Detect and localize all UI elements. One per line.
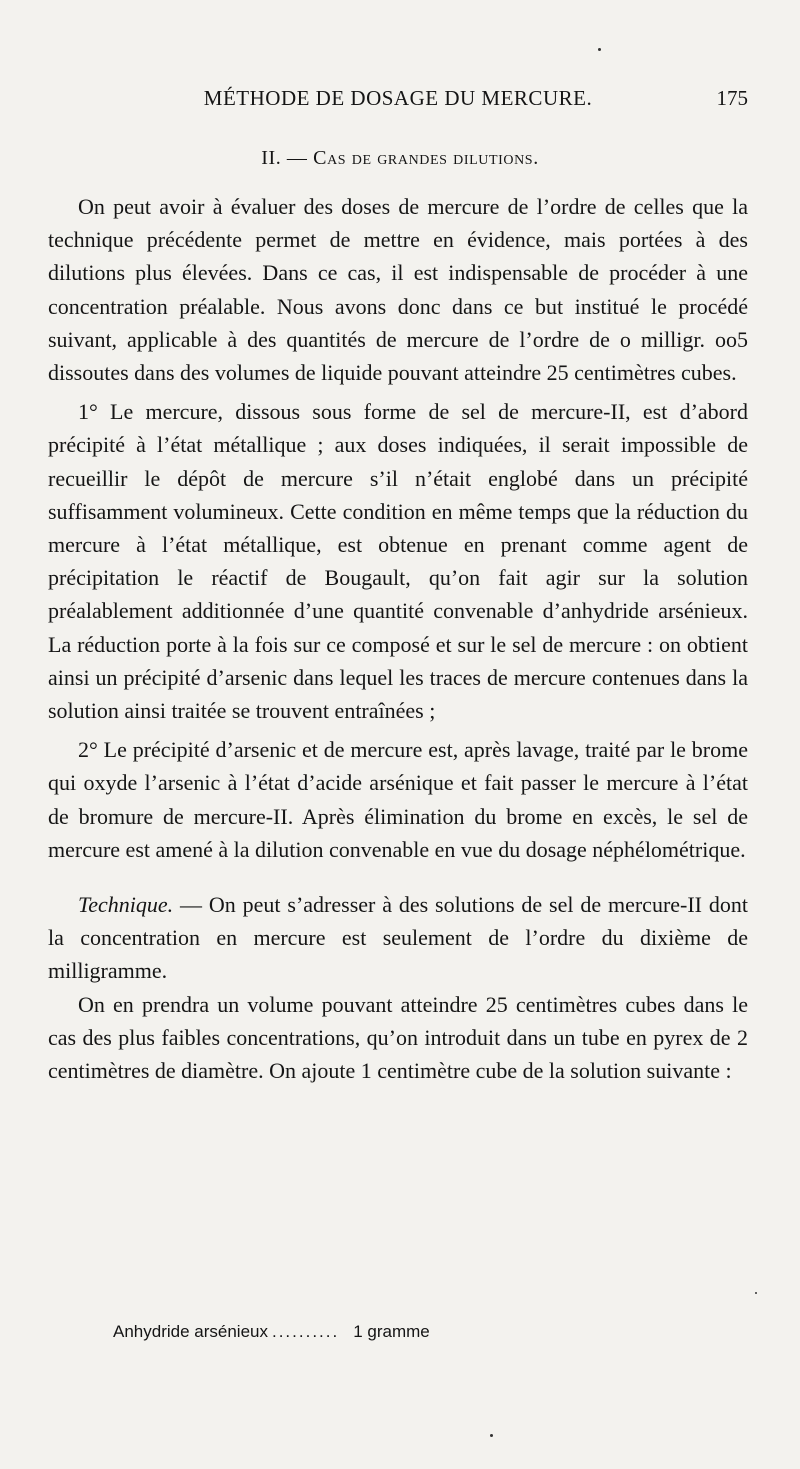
paper-speck xyxy=(598,48,601,51)
paper-speck xyxy=(490,1434,493,1437)
section-heading xyxy=(0,147,800,170)
recipe-leader-dots: .......... xyxy=(271,1322,340,1341)
section-title: Cas de grandes dilutions. xyxy=(313,147,539,169)
technique-text: — On peut s’adresser à des solutions de sel de mercure-II dont la concentration en mercure est seulement de l’ordre du dixième de milligramme. xyxy=(48,892,748,984)
running-head xyxy=(48,86,748,116)
body-text xyxy=(48,190,748,1087)
running-title: MÉTHODE DE DOSAGE DU MERCURE. xyxy=(203,86,593,110)
paragraph-step-2: 2° Le précipité d’arsenic et de mercure est, après lavage, traité par le brome qui oxyde l’arsenic à l’état d’acide arsénique et fait passer le mercure à l’état de bromure de mercure-II. Après élimination du brome en excès, le sel de mercure est amené à la dilution convenable en vue du dosage néphélométrique. xyxy=(48,737,748,862)
paper-speck xyxy=(755,1292,757,1294)
paragraph-technique xyxy=(48,888,748,988)
recipe-quantity: 1 gramme xyxy=(353,1322,430,1341)
section-number: II. — xyxy=(261,147,308,169)
paragraph-step-1: 1° Le mercure, dissous sous forme de sel de mercure-II, est d’abord précipité à l’état métallique ; aux doses indiquées, il serait impossible de recueillir le dépôt de mercure s’il n’était englobé dans un précipité suffisamment volumineux. Cette condition en même temps que la réduction du mercure à l’état métallique, est obtenue en prenant comme agent de précipitation le réactif de Bougault, qu’on fait agir sur la solution préalablement additionnée d’une quantité convenable d’anhydride arsénieux. La réduction porte à la fois sur ce composé et sur le sel de mercure : on obtient ainsi un précipité d’arsenic dans lequel les traces de mercure contenues dans la solution ainsi traitée se trouvent entraînées ; xyxy=(48,399,748,724)
recipe-ingredient: Anhydride arsénieux xyxy=(113,1322,268,1341)
paragraph-intro: On peut avoir à évaluer des doses de mercure de l’ordre de celles que la technique précédente permet de mettre en évidence, mais portées à des dilutions plus élevées. Dans ce cas, il est indispensable de procéder à une concentration préalable. Nous avons donc dans ce but institué le procédé suivant, applicable à des quantités de mercure de l’ordre de o milligr. oo5 dissoutes dans des volumes de liquide pouvant atteindre 25 centimètres cubes. xyxy=(48,194,748,386)
paragraph-procedure: On en prendra un volume pouvant atteindre 25 centimètres cubes dans le cas des plus faibles concentrations, qu’on introduit dans un tube en pyrex de 2 centimètres de diamètre. On ajoute 1 centimètre cube de la solution suivante : xyxy=(48,991,748,1084)
page-number: 175 xyxy=(716,86,748,110)
technique-label: Technique. xyxy=(78,892,174,918)
recipe-line xyxy=(113,1322,613,1342)
